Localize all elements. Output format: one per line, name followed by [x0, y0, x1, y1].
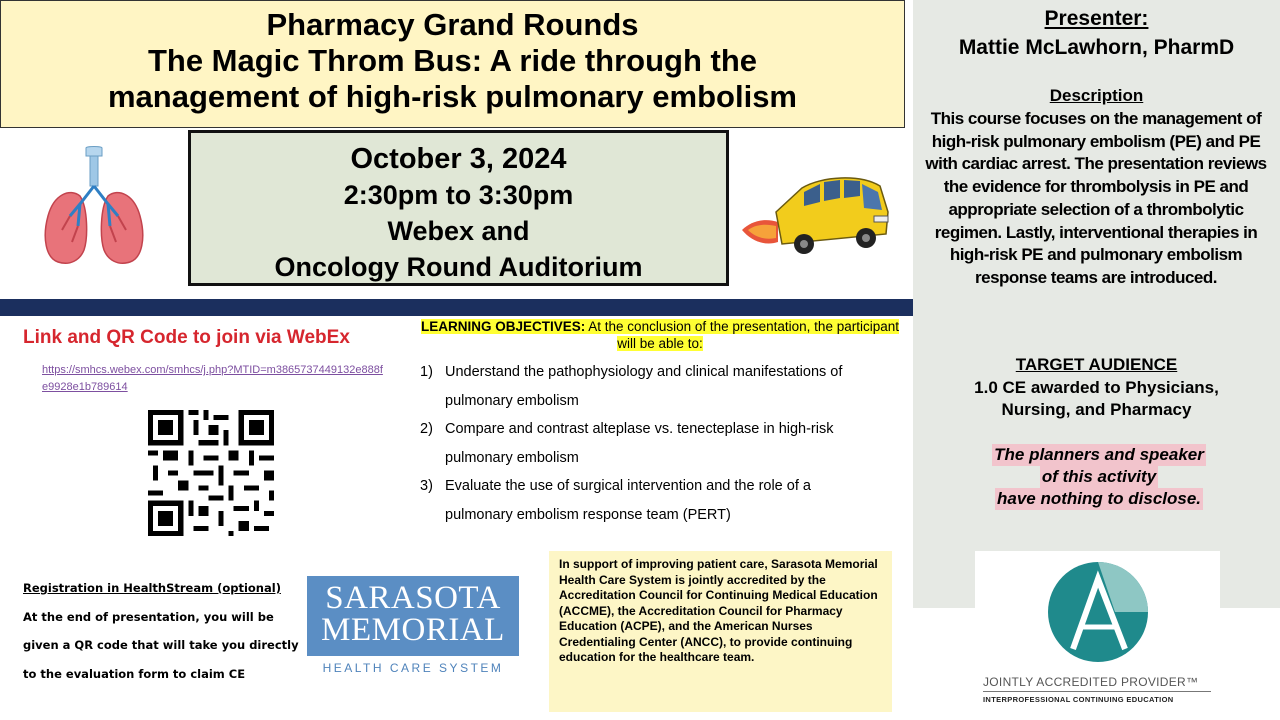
webex-link[interactable]: https://smhcs.webex.com/smhcs/j.php?MTID=m3865737449132e888fe9928e1b789614 [42, 364, 383, 393]
info-sidebar [913, 0, 1280, 608]
event-details-box [188, 130, 729, 286]
event-date: October 3, 2024 [350, 143, 567, 175]
presenter-name: Mattie McLawhorn, PharmD [958, 36, 1235, 59]
objectives-label: LEARNING OBJECTIVES: [421, 319, 586, 334]
target-audience-heading: TARGET AUDIENCE [1015, 355, 1178, 374]
list-item-continued [420, 387, 900, 416]
registration-heading: Registration in HealthStream (optional) [23, 581, 281, 595]
learning-objectives-list [420, 358, 900, 529]
title-banner [0, 0, 905, 128]
title-line-3: management of high-risk pulmonary embolism [107, 79, 797, 114]
registration-line-3: to the evaluation form to claim CE [23, 666, 246, 681]
audience-line-2: Nursing, and Pharmacy [1001, 400, 1192, 419]
objective-number: 1) [420, 364, 433, 380]
objective-number: 3) [420, 478, 433, 494]
jap-subtitle: INTERPROFESSIONAL CONTINUING EDUCATION [983, 695, 1174, 704]
objective-text: Understand the pathophysiology and clinical manifestations of [445, 364, 843, 380]
jointly-accredited-provider-icon [1043, 557, 1153, 667]
event-location-1: Webex and [387, 216, 530, 246]
registration-line-2: given a QR code that will take you directly [23, 638, 299, 652]
list-item [420, 415, 900, 444]
registration-line-1: At the end of presentation, you will be [23, 609, 274, 624]
objective-text-cont: pulmonary embolism response team (PERT) [445, 506, 731, 523]
webex-qr-code[interactable] [148, 410, 274, 536]
sarasota-memorial-logo [307, 576, 519, 681]
list-item [420, 472, 900, 501]
school-bus-illustration [742, 172, 892, 258]
objective-text: Evaluate the use of surgical intervention and the role of a [445, 478, 811, 494]
disclosure-line-1: The planners and speaker [994, 445, 1204, 464]
audience-line-1: 1.0 CE awarded to Physicians, [974, 378, 1219, 397]
list-item-continued [420, 444, 900, 473]
disclosure-statement [981, 444, 1217, 510]
disclosure-line-2: of this activity [1041, 467, 1157, 486]
title-line-2: The Magic Throm Bus: A ride through the [147, 43, 758, 78]
description-heading: Description [1049, 86, 1144, 105]
accreditation-statement: In support of improving patient care, Sarasota Memorial Health Care System is jointly accredited by the Accreditation Council for Continuing Medical Education (ACCME), the Accreditation Council for Pharmacy Education (ACPE), and the American Nurses Credentialing Center (ANCC), to provide continuing education for the healthcare team. [549, 551, 892, 712]
description-text: This course focuses on the management of high-risk pulmonary embolism (PE) and PE with cardiac arrest. The presentation reviews the evidence for thrombolysis in PE and appropriate selection of a thrombolytic regimen. Lastly, interventional therapies in high-risk PE and pulmonary embolism response teams are introduced. [925, 109, 1267, 287]
lungs-illustration [40, 146, 148, 270]
jap-divider [983, 691, 1211, 692]
objective-number: 2) [420, 421, 433, 437]
logo-line-2: MEMORIAL [321, 612, 505, 648]
webex-heading: Link and QR Code to join via WebEx [23, 327, 350, 348]
objective-text: Compare and contrast alteplase vs. tenecteplase in high-risk [445, 421, 834, 437]
jap-title: JOINTLY ACCREDITED PROVIDER™ [983, 675, 1199, 689]
list-item-continued [420, 501, 900, 530]
list-item [420, 358, 900, 387]
target-audience [913, 377, 1280, 421]
title-line-1: Pharmacy Grand Rounds [266, 7, 639, 42]
event-location-2: Oncology Round Auditorium [274, 252, 643, 282]
disclosure-line-3: have nothing to disclose. [996, 489, 1202, 508]
event-time: 2:30pm to 3:30pm [343, 180, 574, 210]
logo-line-3: HEALTH CARE SYSTEM [322, 661, 504, 675]
objective-text-cont: pulmonary embolism [445, 392, 579, 409]
logo-line-1: SARASOTA [325, 580, 501, 616]
presenter-heading: Presenter: [1044, 7, 1149, 30]
section-divider [0, 299, 913, 316]
objective-text-cont: pulmonary embolism [445, 449, 579, 466]
registration-section [23, 574, 313, 688]
learning-objectives-heading [420, 318, 900, 352]
objectives-intro: At the conclusion of the presentation, the participant will be able to: [585, 319, 899, 351]
